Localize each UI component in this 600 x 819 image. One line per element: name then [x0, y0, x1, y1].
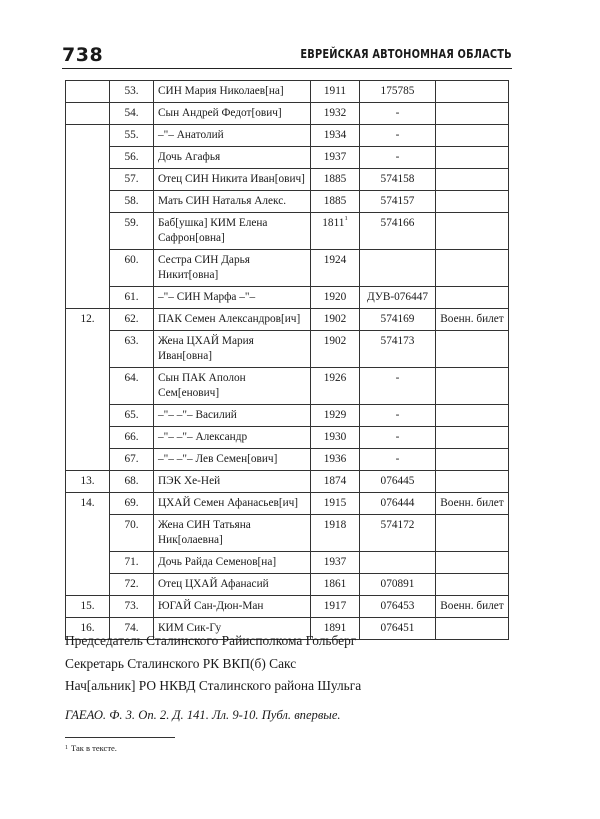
birth-year-cell: 1915: [311, 493, 360, 515]
birth-year-cell: 1911: [311, 81, 360, 103]
birth-year-cell: 1924: [311, 250, 360, 287]
table-row: [66, 191, 509, 213]
person-number-cell: 72.: [110, 574, 154, 596]
footnote-rule: [65, 737, 175, 738]
person-name-cell: Сестра СИН Дарья Никит[овна]: [154, 250, 311, 287]
person-number-cell: 69.: [110, 493, 154, 515]
table-row: [66, 309, 509, 331]
birth-year-cell: 1885: [311, 191, 360, 213]
person-number-cell: 68.: [110, 471, 154, 493]
person-name-cell: КИМ Сик-Гу: [154, 618, 311, 640]
document-type-cell: Военн. билет: [436, 309, 509, 331]
birth-year-cell: 1874: [311, 471, 360, 493]
document-number-cell: 574166: [360, 213, 436, 250]
family-number-cell: 14.: [66, 493, 110, 596]
family-number-cell: 13.: [66, 471, 110, 493]
table-row: [66, 449, 509, 471]
document-type-cell: [436, 552, 509, 574]
person-number-cell: 58.: [110, 191, 154, 213]
table-row: [66, 103, 509, 125]
person-number-cell: 64.: [110, 368, 154, 405]
table-row: [66, 574, 509, 596]
document-type-cell: [436, 331, 509, 368]
person-name-cell: ПАК Семен Александров[ич]: [154, 309, 311, 331]
document-number-cell: -: [360, 449, 436, 471]
table-row: [66, 493, 509, 515]
person-name-cell: Жена СИН Татьяна Ник[олаевна]: [154, 515, 311, 552]
page-number: 738: [62, 44, 104, 66]
birth-year-cell: 1929: [311, 405, 360, 427]
person-name-cell: ПЭК Хе-Ней: [154, 471, 311, 493]
table-row: [66, 331, 509, 368]
birth-year-cell: 1932: [311, 103, 360, 125]
document-number-cell: [360, 250, 436, 287]
document-type-cell: [436, 81, 509, 103]
birth-year-cell: 1934: [311, 125, 360, 147]
person-number-cell: 70.: [110, 515, 154, 552]
person-number-cell: 63.: [110, 331, 154, 368]
table-row: [66, 125, 509, 147]
table-row: [66, 250, 509, 287]
birth-year-cell: 1936: [311, 449, 360, 471]
document-number-cell: 076451: [360, 618, 436, 640]
person-number-cell: 67.: [110, 449, 154, 471]
table-row: [66, 427, 509, 449]
signature-chairman: Председатель Сталинского Райисполкома Гольберг: [65, 633, 357, 648]
family-number-cell: [66, 81, 110, 103]
document-type-cell: [436, 250, 509, 287]
table-row: [66, 552, 509, 574]
birth-year-cell: 1861: [311, 574, 360, 596]
person-number-cell: 56.: [110, 147, 154, 169]
footnote-text: Так в тексте.: [71, 743, 117, 753]
signature-nkvd-chief: Нач[альник] РО НКВД Сталинского района Шульга: [65, 678, 362, 693]
document-type-cell: Военн. билет: [436, 596, 509, 618]
document-type-cell: [436, 405, 509, 427]
footnote-mark: 1: [65, 745, 68, 751]
table-row: [66, 169, 509, 191]
person-name-cell: Отец СИН Никита Иван[ович]: [154, 169, 311, 191]
document-number-cell: 076444: [360, 493, 436, 515]
person-number-cell: 73.: [110, 596, 154, 618]
document-type-cell: [436, 191, 509, 213]
birth-year-cell: 1902: [311, 309, 360, 331]
family-number-cell: [66, 103, 110, 125]
document-type-cell: [436, 515, 509, 552]
person-name-cell: Дочь Райда Семенов[на]: [154, 552, 311, 574]
person-name-cell: Баб[ушка] КИМ Елена Сафрон[овна]: [154, 213, 311, 250]
table-row: [66, 405, 509, 427]
person-name-cell: ЦХАЙ Семен Афанасьев[ич]: [154, 493, 311, 515]
signature-secretary: Секретарь Сталинского РК ВКП(б) Сакс: [65, 655, 297, 671]
person-name-cell: Дочь Агафья: [154, 147, 311, 169]
document-number-cell: 076445: [360, 471, 436, 493]
family-number-cell: [66, 125, 110, 309]
person-name-cell: Отец ЦХАЙ Афанасий: [154, 574, 311, 596]
birth-year-value: 1811: [322, 217, 345, 229]
person-number-cell: 62.: [110, 309, 154, 331]
birth-year-cell: 1920: [311, 287, 360, 309]
person-number-cell: 61.: [110, 287, 154, 309]
person-number-cell: 57.: [110, 169, 154, 191]
family-number-cell: 16.: [66, 618, 110, 640]
person-number-cell: 65.: [110, 405, 154, 427]
person-name-cell: –"– –"– Лев Семен[ович]: [154, 449, 311, 471]
person-number-cell: 60.: [110, 250, 154, 287]
person-name-cell: –"– СИН Марфа –"–: [154, 287, 311, 309]
header-rule: [62, 68, 512, 69]
person-name-cell: Жена ЦХАЙ Мария Иван[овна]: [154, 331, 311, 368]
person-number-cell: 59.: [110, 213, 154, 250]
family-number-cell: 12.: [66, 309, 110, 471]
running-head: ЕВРЕЙСКАЯ АВТОНОМНАЯ ОБЛАСТЬ: [300, 47, 512, 61]
birth-year-cell: 1937: [311, 147, 360, 169]
document-number-cell: 175785: [360, 81, 436, 103]
document-number-cell: 574172: [360, 515, 436, 552]
table-row: [66, 81, 509, 103]
document-type-cell: [436, 287, 509, 309]
table-row: [66, 368, 509, 405]
document-number-cell: [360, 552, 436, 574]
document-number-cell: -: [360, 125, 436, 147]
document-type-cell: [436, 169, 509, 191]
signatures-block: [65, 630, 361, 698]
document-type-cell: [436, 103, 509, 125]
document-number-cell: -: [360, 147, 436, 169]
birth-year-cell: 1930: [311, 427, 360, 449]
document-type-cell: [436, 427, 509, 449]
table-row: [66, 515, 509, 552]
document-type-cell: [436, 125, 509, 147]
document-number-cell: 574158: [360, 169, 436, 191]
person-number-cell: 66.: [110, 427, 154, 449]
person-name-cell: Мать СИН Наталья Алекс.: [154, 191, 311, 213]
document-type-cell: [436, 618, 509, 640]
birth-year-cell: [311, 213, 360, 250]
document-type-cell: Военн. билет: [436, 493, 509, 515]
document-type-cell: [436, 449, 509, 471]
birth-year-cell: 1937: [311, 552, 360, 574]
person-number-cell: 54.: [110, 103, 154, 125]
table-row: [66, 287, 509, 309]
document-number-cell: 574157: [360, 191, 436, 213]
document-number-cell: -: [360, 427, 436, 449]
document-number-cell: 076453: [360, 596, 436, 618]
birth-year-cell: 1902: [311, 331, 360, 368]
person-name-cell: Сын ПАК Аполон Сем[енович]: [154, 368, 311, 405]
person-name-cell: –"– –"– Василий: [154, 405, 311, 427]
document-number-cell: 574173: [360, 331, 436, 368]
birth-year-cell: 1891: [311, 618, 360, 640]
birth-year-cell: 1918: [311, 515, 360, 552]
person-name-cell: –"– Анатолий: [154, 125, 311, 147]
document-number-cell: -: [360, 405, 436, 427]
table-row: [66, 471, 509, 493]
table-row: [66, 213, 509, 250]
footnote-reference: 1: [344, 215, 348, 223]
document-number-cell: -: [360, 103, 436, 125]
document-type-cell: [436, 368, 509, 405]
document-number-cell: -: [360, 368, 436, 405]
person-name-cell: –"– –"– Александр: [154, 427, 311, 449]
document-type-cell: [436, 574, 509, 596]
document-number-cell: ДУВ-076447: [360, 287, 436, 309]
document-type-cell: [436, 471, 509, 493]
table-row: [66, 596, 509, 618]
family-number-cell: 15.: [66, 596, 110, 618]
person-name-cell: Сын Андрей Федот[ович]: [154, 103, 311, 125]
table-row: [66, 147, 509, 169]
register-table: [65, 80, 509, 640]
document-number-cell: 070891: [360, 574, 436, 596]
person-name-cell: СИН Мария Николаев[на]: [154, 81, 311, 103]
archive-source: ГАЕАО. Ф. 3. Оп. 2. Д. 141. Лл. 9-10. Публ. впервые.: [65, 708, 341, 722]
document-type-cell: [436, 213, 509, 250]
person-number-cell: 55.: [110, 125, 154, 147]
person-number-cell: 71.: [110, 552, 154, 574]
footnote: [65, 743, 117, 753]
birth-year-cell: 1917: [311, 596, 360, 618]
document-type-cell: [436, 147, 509, 169]
person-number-cell: 53.: [110, 81, 154, 103]
document-number-cell: 574169: [360, 309, 436, 331]
birth-year-cell: 1885: [311, 169, 360, 191]
birth-year-cell: 1926: [311, 368, 360, 405]
person-number-cell: 74.: [110, 618, 154, 640]
person-name-cell: ЮГАЙ Сан-Дюн-Ман: [154, 596, 311, 618]
